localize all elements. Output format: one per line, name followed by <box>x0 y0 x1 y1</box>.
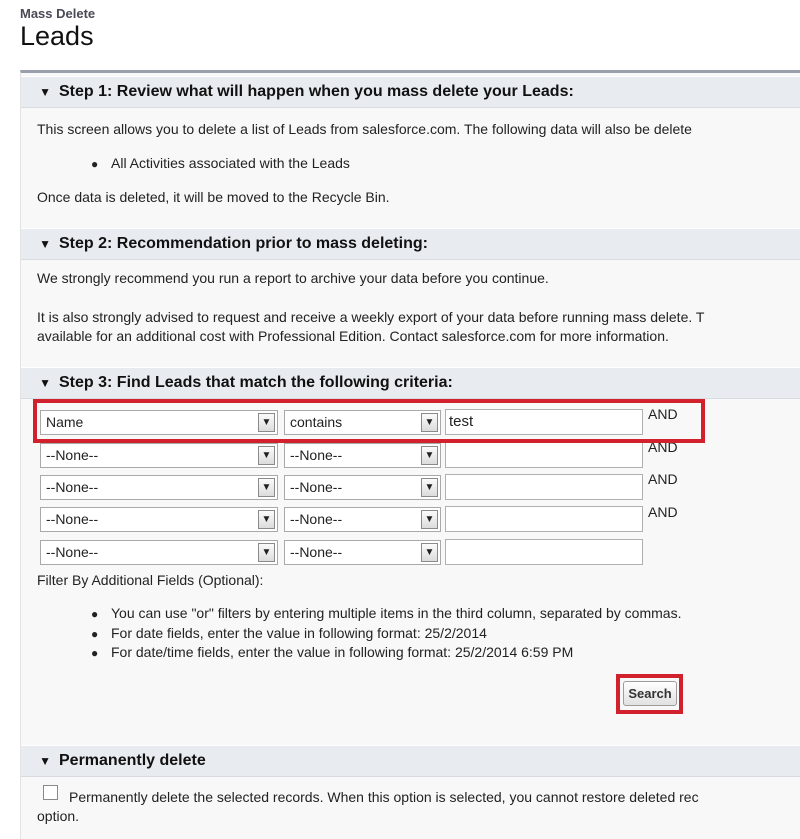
criteria-operator-select-3[interactable] <box>284 475 441 500</box>
permanent-delete-label-line2: option. <box>37 808 80 824</box>
page-subtitle: Mass Delete <box>20 6 96 21</box>
bullet-icon: ● <box>91 646 99 660</box>
collapse-triangle-icon[interactable]: ▼ <box>39 754 51 768</box>
criteria-field-select-4[interactable] <box>40 507 278 532</box>
criteria-field-value: --None-- <box>46 511 99 527</box>
step1-heading: Step 1: Review what will happen when you mass delete your Leads: <box>59 83 574 100</box>
tip-item <box>91 605 681 621</box>
step2-heading: Step 2: Recommendation prior to mass deleting: <box>59 235 428 252</box>
permanent-delete-heading: Permanently delete <box>59 752 206 769</box>
tip-text: For date/time fields, enter the value in following format: 25/2/2014 6:59 PM <box>111 644 574 660</box>
step1-bullet-text: All Activities associated with the Leads <box>111 155 350 171</box>
bullet-icon: ● <box>91 627 99 641</box>
step2-header[interactable] <box>21 228 800 260</box>
criteria-connector-4: AND <box>648 504 678 520</box>
page-title: Leads <box>20 21 94 51</box>
step2-line2: It is also strongly advised to request and receive a weekly export of your data before running mass delete. T <box>37 309 705 325</box>
criteria-field-value: --None-- <box>46 479 99 495</box>
criteria-field-select-5[interactable] <box>40 540 278 565</box>
step2-line3: available for an additional cost with Professional Edition. Contact salesforce.com for more information. <box>37 328 669 344</box>
chevron-down-icon[interactable]: ▼ <box>258 543 275 562</box>
criteria-connector-1: AND <box>648 406 678 422</box>
criteria-value-input-3[interactable] <box>445 474 643 500</box>
criteria-operator-value: --None-- <box>290 479 343 495</box>
search-button-highlight <box>616 674 683 714</box>
criteria-value-input-1[interactable]: test <box>445 409 643 435</box>
chevron-down-icon[interactable]: ▼ <box>258 478 275 497</box>
step3-header[interactable] <box>21 367 800 399</box>
criteria-connector-2: AND <box>648 439 678 455</box>
tip-item <box>91 625 487 641</box>
chevron-down-icon[interactable]: ▼ <box>421 478 438 497</box>
criteria-field-value: --None-- <box>46 447 99 463</box>
tip-text: You can use "or" filters by entering multiple items in the third column, separated by commas. <box>111 605 682 621</box>
chevron-down-icon[interactable]: ▼ <box>421 543 438 562</box>
collapse-triangle-icon[interactable]: ▼ <box>39 85 51 99</box>
bullet-icon: ● <box>91 157 99 171</box>
tip-text: For date fields, enter the value in following format: 25/2/2014 <box>111 625 487 641</box>
criteria-operator-select-4[interactable] <box>284 507 441 532</box>
chevron-down-icon[interactable]: ▼ <box>421 413 438 432</box>
criteria-field-value: --None-- <box>46 544 99 560</box>
chevron-down-icon[interactable]: ▼ <box>258 510 275 529</box>
permanent-delete-header[interactable] <box>21 745 800 777</box>
step2-line1: We strongly recommend you run a report to archive your data before you continue. <box>37 270 549 286</box>
criteria-operator-value: contains <box>290 414 343 430</box>
criteria-field-select-2[interactable] <box>40 443 278 468</box>
step3-heading: Step 3: Find Leads that match the following criteria: <box>59 374 453 391</box>
permanent-delete-label-line1: Permanently delete the selected records. When this option is selected, you cannot restore deleted rec <box>69 789 699 805</box>
filter-additional-label: Filter By Additional Fields (Optional): <box>37 572 264 588</box>
criteria-operator-select-5[interactable] <box>284 540 441 565</box>
step1-header[interactable] <box>21 76 800 108</box>
criteria-operator-value: --None-- <box>290 544 343 560</box>
collapse-triangle-icon[interactable]: ▼ <box>39 237 51 251</box>
chevron-down-icon[interactable]: ▼ <box>258 413 275 432</box>
criteria-operator-value: --None-- <box>290 511 343 527</box>
collapse-triangle-icon[interactable]: ▼ <box>39 376 51 390</box>
chevron-down-icon[interactable]: ▼ <box>258 446 275 465</box>
tip-item <box>91 644 573 660</box>
step1-recycle-note: Once data is deleted, it will be moved to the Recycle Bin. <box>37 189 390 205</box>
criteria-connector-3: AND <box>648 471 678 487</box>
step1-intro: This screen allows you to delete a list of Leads from salesforce.com. The following data will also be delete <box>37 121 692 137</box>
chevron-down-icon[interactable]: ▼ <box>421 446 438 465</box>
criteria-operator-select-2[interactable] <box>284 443 441 468</box>
criteria-field-value: Name <box>46 414 84 430</box>
criteria-row-highlight <box>33 399 705 443</box>
step1-bullet <box>91 155 350 171</box>
search-button[interactable]: Search <box>623 681 677 706</box>
criteria-field-select-3[interactable] <box>40 475 278 500</box>
criteria-value-input-4[interactable] <box>445 506 643 532</box>
criteria-operator-value: --None-- <box>290 447 343 463</box>
permanent-delete-checkbox[interactable] <box>43 785 58 800</box>
bullet-icon: ● <box>91 607 99 621</box>
criteria-value-input-2[interactable] <box>445 442 643 468</box>
chevron-down-icon[interactable]: ▼ <box>421 510 438 529</box>
page-header <box>20 6 95 52</box>
mass-delete-panel <box>20 70 800 839</box>
criteria-value-input-5[interactable] <box>445 539 643 565</box>
